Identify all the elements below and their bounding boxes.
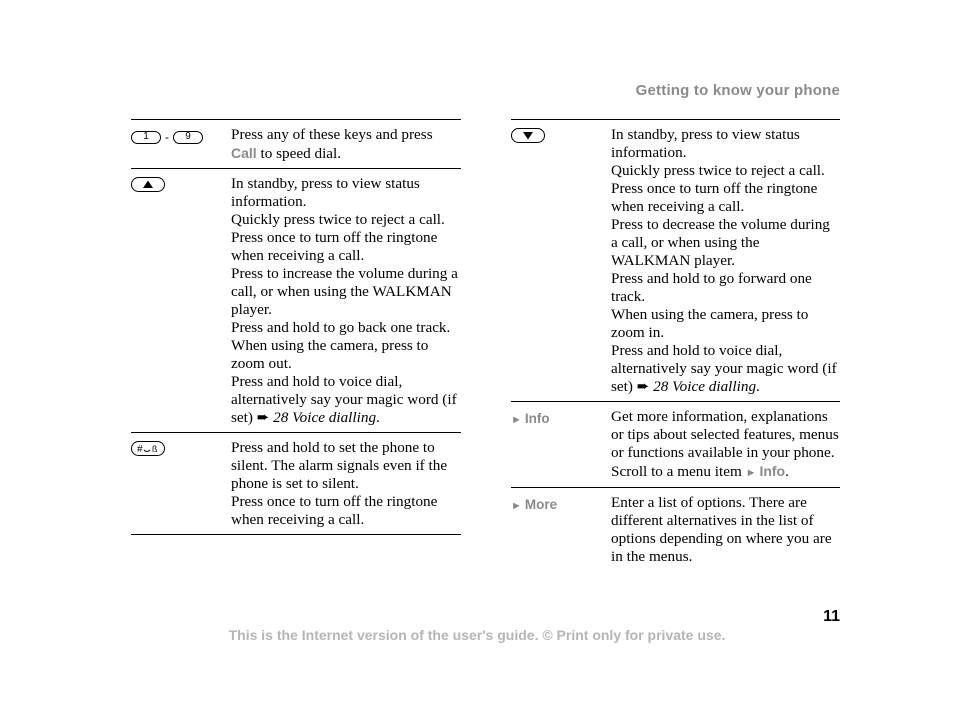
desc-line: Press to decrease the volume during a call, or when using the WALKMAN player. — [611, 216, 830, 269]
desc-line: When using the camera, press to zoom out. — [231, 337, 429, 372]
cross-reference-link[interactable]: 28 Voice dialling — [273, 409, 377, 426]
desc-text: Get more information, explanations or tips about selected features, menus or functions available in your phone. Scroll to a menu item — [611, 408, 839, 480]
left-key-table — [131, 119, 461, 535]
number-keys-cell — [131, 126, 231, 163]
cross-reference-link[interactable]: 28 Voice dialling — [653, 378, 757, 395]
desc-line: Quickly press twice to reject a call. — [231, 211, 445, 228]
desc-line: In standby, press to view status information. — [231, 175, 420, 210]
table-row-info — [511, 402, 840, 488]
svg-text:ß: ß — [152, 444, 158, 454]
desc-line: Quickly press twice to reject a call. — [611, 162, 825, 179]
info-label: Info — [524, 411, 550, 426]
desc-line: When using the camera, press to zoom in. — [611, 306, 809, 341]
key-range-separator: - — [165, 130, 169, 145]
triangle-right-icon: ► — [745, 467, 757, 479]
more-description: Enter a list of options. There are different alternatives in the list of options depending on where you are in the menus. — [611, 494, 832, 565]
number-keys-description — [231, 126, 461, 163]
info-key-label — [511, 411, 550, 426]
down-key-description — [611, 126, 840, 396]
desc-line: Press to increase the volume during a call, or when using the WALKMAN player. — [231, 265, 458, 318]
call-menu-label: Call — [231, 145, 257, 161]
desc-line: Press once to turn off the ringtone when receiving a call. — [231, 493, 438, 528]
up-key-description — [231, 175, 461, 427]
table-row-up-key — [131, 169, 461, 433]
desc-text: to speed dial. — [256, 145, 342, 162]
table-row-hash-key — [131, 433, 461, 535]
hash-silent-key-icon — [131, 443, 165, 460]
desc-text: . — [376, 409, 380, 426]
desc-line: Press and hold to set the phone to silent. The alarm signals even if the phone is set to silent. — [231, 439, 448, 492]
key-9-icon: 9 — [173, 131, 203, 144]
desc-line: Press and hold to go forward one track. — [611, 270, 812, 305]
table-row-number-keys — [131, 120, 461, 169]
more-label: More — [524, 497, 558, 512]
triangle-right-icon: ► — [511, 500, 522, 512]
desc-text: . — [785, 463, 789, 480]
desc-line: Press and hold to go back one track. — [231, 319, 451, 336]
info-menu-label — [746, 463, 786, 479]
desc-text: Press and hold to voice dial, alternatively say your magic word (if set) — [611, 342, 837, 395]
desc-line-ref — [611, 342, 840, 396]
desc-text: . — [756, 378, 760, 395]
desc-line: In standby, press to view status information. — [611, 126, 800, 161]
triangle-right-icon: ► — [511, 414, 522, 426]
down-key-cell — [511, 126, 611, 396]
desc-text: Press any of these keys and press — [231, 126, 433, 143]
page-header-title: Getting to know your phone — [635, 82, 840, 99]
page-number: 11 — [823, 608, 840, 625]
info-key-cell — [511, 408, 611, 482]
down-arrow-key-icon — [511, 130, 545, 147]
reference-arrow-icon: ➨ — [256, 410, 270, 426]
hash-key-cell — [131, 439, 231, 529]
desc-text: Press and hold to voice dial, alternatively say your magic word (if set) — [231, 373, 457, 426]
key-1-icon: 1 — [131, 131, 161, 144]
reference-arrow-icon: ➨ — [636, 379, 650, 395]
svg-text:#: # — [137, 444, 143, 455]
info-menu-text: Info — [759, 463, 786, 479]
up-key-cell — [131, 175, 231, 427]
table-row-more — [511, 488, 840, 571]
desc-line: Press once to turn off the ringtone when receiving a call. — [231, 229, 438, 264]
desc-line-ref — [231, 373, 461, 427]
info-description — [611, 408, 840, 482]
more-key-cell — [511, 494, 611, 566]
footer-notice: This is the Internet version of the user's guide. © Print only for private use. — [228, 627, 726, 643]
hash-key-description — [231, 439, 461, 529]
up-arrow-key-icon — [131, 179, 165, 196]
table-row-down-key — [511, 120, 840, 402]
right-key-table — [511, 119, 840, 571]
desc-line: Press once to turn off the ringtone when receiving a call. — [611, 180, 818, 215]
more-key-label — [511, 497, 557, 512]
